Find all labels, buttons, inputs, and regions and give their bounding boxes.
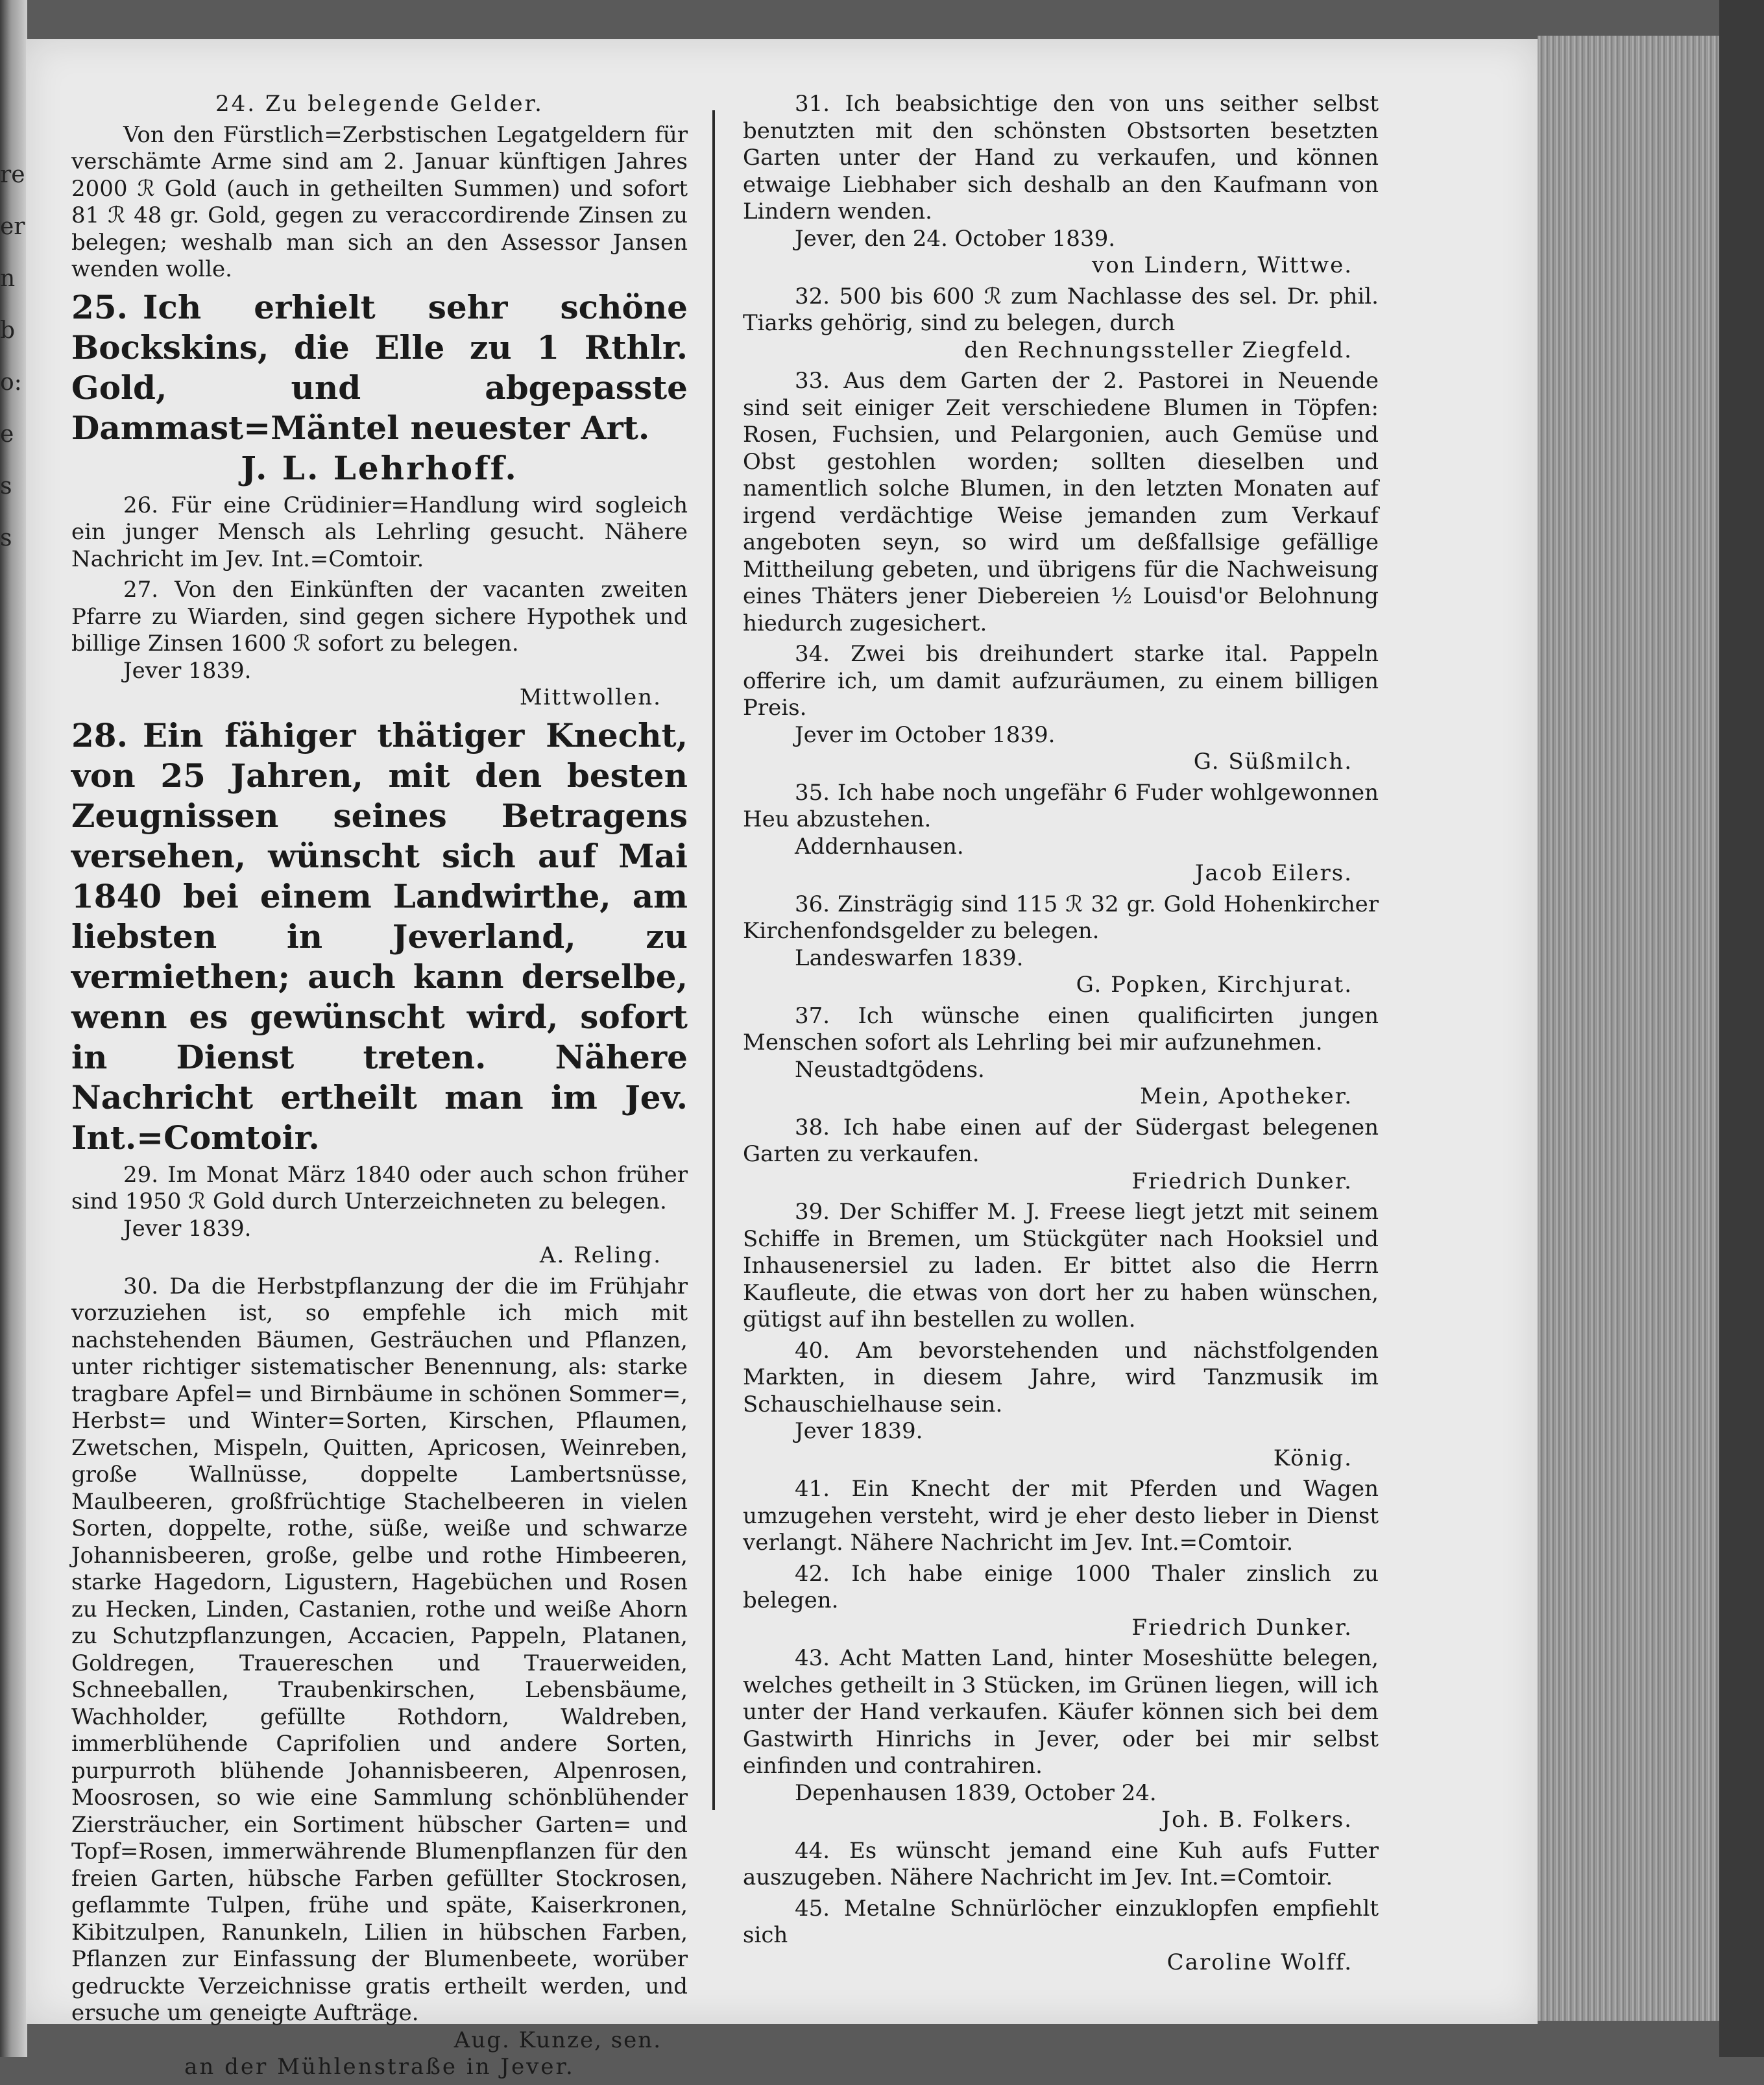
- ad-place-date: Jever im October 1839.: [795, 721, 1056, 748]
- ad-heading: 24. Zu belegende Gelder.: [215, 91, 544, 117]
- ad-26: [71, 492, 688, 573]
- margin-fragment: er: [0, 213, 25, 240]
- ad-number: 37.: [795, 1002, 858, 1029]
- ad-signature: Caroline Wolff.: [1166, 1949, 1353, 1975]
- ad-signature: König.: [1273, 1445, 1353, 1471]
- ad-place-date: Neustadtgödens.: [795, 1056, 985, 1083]
- ad-number: 41.: [795, 1476, 852, 1502]
- ad-number: 36.: [795, 891, 838, 917]
- margin-fragment: s: [0, 525, 12, 551]
- ad-44: [743, 1838, 1379, 1892]
- ad-number: 39.: [795, 1199, 840, 1225]
- ad-text: 29. Im Monat März 1840 oder auch schon früher sind 1950 ℛ Gold durch Unterzeichneten zu belegen.: [71, 1161, 688, 1214]
- ad-28: [71, 716, 688, 1158]
- left-page-margin-text: [0, 149, 26, 564]
- ad-number: 32.: [795, 283, 840, 309]
- book-cover-edge: [1719, 0, 1764, 2057]
- ad-number: 27.: [123, 577, 175, 603]
- ad-text: 42. Ich habe einige 1000 Thaler zinslich zu belegen.: [743, 1560, 1379, 1613]
- ad-signature: Mein, Apotheker.: [1140, 1083, 1353, 1109]
- ad-25: [71, 287, 688, 488]
- ad-text: 41. Ein Knecht der mit Pferden und Wagen umzugehen versteht, wird je eher desto lieber in Dienst verlangt. Nähere Nachricht im Jev. Int.=Comtoir.: [743, 1476, 1379, 1556]
- margin-fragment: b: [0, 317, 16, 344]
- ad-signature: G. Popken, Kirchjurat.: [1076, 972, 1353, 998]
- ad-text: 38. Ich habe einen auf der Südergast belegenen Garten zu verkaufen.: [743, 1114, 1379, 1167]
- ad-number: 44.: [795, 1837, 849, 1864]
- ad-place-date: Depenhausen 1839, October 24.: [795, 1779, 1157, 1806]
- ad-place-date: Jever 1839.: [795, 1418, 923, 1444]
- margin-fragment: n: [0, 265, 16, 292]
- ad-place-date: Jever 1839.: [123, 657, 252, 684]
- ad-38: [743, 1115, 1379, 1196]
- ad-signature: Mittwollen.: [519, 684, 662, 710]
- ad-number: 45.: [795, 1895, 844, 1922]
- ad-text: 40. Am bevorstehenden und nächstfolgenden Markten, in diesem Jahre, wird Tanzmusik im Schauschielhause sein.: [743, 1337, 1379, 1417]
- margin-fragment: s: [0, 473, 12, 500]
- ad-place-date: Landeswarfen 1839.: [795, 945, 1024, 971]
- margin-fragment: e: [0, 421, 14, 448]
- ad-place-date: Jever 1839.: [123, 1215, 252, 1242]
- ad-text: Von den Fürstlich=Zerbstischen Legatgeldern für verschämte Arme sind am 2. Januar künftigen Jahres 2000 ℛ Gold (auch in getheilten Summen) und sofort 81 ℛ 48 gr. Gold, gegen zu veraccordirende Zinsen zu belegen; weshalb man sich an den Assessor Jansen wenden wolle.: [71, 121, 688, 282]
- ad-number: 35.: [795, 779, 838, 806]
- ad-signature: A. Reling.: [539, 1242, 662, 1268]
- ad-34: [743, 641, 1379, 776]
- ad-signature: von Lindern, Wittwe.: [1092, 252, 1353, 278]
- ad-36: [743, 891, 1379, 999]
- margin-fragment: o:: [0, 369, 22, 396]
- ad-signature: Friedrich Dunker.: [1131, 1168, 1353, 1194]
- ad-39: [743, 1199, 1379, 1334]
- ad-number: 28.: [71, 716, 128, 754]
- ad-37: [743, 1003, 1379, 1111]
- ad-text: 32. 500 bis 600 ℛ zum Nachlasse des sel. Dr. phil. Tiarks gehörig, sind zu belegen, durch: [743, 283, 1379, 336]
- ad-41: [743, 1476, 1379, 1557]
- ad-29: [71, 1162, 688, 1270]
- right-column: [743, 91, 1379, 1980]
- ad-text: 35. Ich habe noch ungefähr 6 Fuder wohlgewonnen Heu abzustehen.: [743, 779, 1379, 832]
- ad-number: 31.: [795, 91, 845, 117]
- ad-number: 34.: [795, 641, 851, 667]
- ad-text: 26. Für eine Crüdinier=Handlung wird sogleich ein junger Mensch als Lehrling gesucht. Nähere Nachricht im Jev. Int.=Comtoir.: [71, 492, 688, 572]
- ad-43: [743, 1645, 1379, 1834]
- ad-signature: G. Süßmilch.: [1193, 749, 1353, 775]
- page-block-edges: [1538, 36, 1719, 2021]
- ad-27: [71, 577, 688, 712]
- ad-signature: Jacob Eilers.: [1194, 860, 1353, 886]
- ad-number: 38.: [795, 1114, 843, 1140]
- ad-1: [71, 122, 688, 283]
- ad-number: 42.: [795, 1560, 852, 1587]
- ad-signature: Aug. Kunze, sen.: [453, 2027, 662, 2053]
- ad-number: 26.: [123, 492, 171, 518]
- ad-40: [743, 1338, 1379, 1473]
- ad-place-date: Jever, den 24. October 1839.: [795, 225, 1116, 252]
- ad-45: [743, 1896, 1379, 1977]
- ad-31: [743, 91, 1379, 280]
- ad-text: 43. Acht Matten Land, hinter Moseshütte belegen, welches getheilt in 3 Stücken, im Grünen liegen, will ich unter der Hand verkaufen. Käufer können sich bei dem Gastwirth Hinrichs in Jever, oder bei mir selbst einfinden und contrahiren.: [743, 1645, 1379, 1779]
- ad-signature: den Rechnungssteller Ziegfeld.: [964, 337, 1353, 363]
- ad-signature: Joh. B. Folkers.: [1161, 1807, 1353, 1833]
- ad-text: 28.Ein fähiger thätiger Knecht, von 25 Jahren, mit den besten Zeugnissen seines Betragens versehen, wünscht sich auf Mai 1840 bei einem Landwirthe, am liebsten in Jeverland, zu vermiethen; auch kann derselbe, wenn es gewünscht wird, sofort in Dienst treten. Nähere Nachricht ertheilt man im Jev. Int.=Comtoir.: [71, 716, 688, 1157]
- ad-text: 36. Zinsträgig sind 115 ℛ 32 gr. Gold Hohenkircher Kirchenfondsgelder zu belegen.: [743, 891, 1379, 944]
- ad-42: [743, 1561, 1379, 1642]
- ad-text: 27. Von den Einkünften der vacanten zweiten Pfarre zu Wiarden, sind gegen sichere Hypothek und billige Zinsen 1600 ℛ sofort zu belegen.: [71, 577, 688, 657]
- ad-number: 29.: [123, 1161, 168, 1188]
- ad-text: 34. Zwei bis dreihundert starke ital. Pappeln offerire ich, um damit aufzuräumen, zu einem billigen Preis.: [743, 641, 1379, 721]
- ad-text: 44. Es wünscht jemand eine Kuh aufs Futter auszugeben. Nähere Nachricht im Jev. Int.=Comtoir.: [743, 1837, 1379, 1890]
- ad-text: 39. Der Schiffer M. J. Freese liegt jetzt mit seinem Schiffe in Bremen, um Stückgüter nach Hooksiel und Inhausenersiel zu laden. Er bittet also die Herrn Kaufleute, die etwas von dort her zu haben wünschen, gütigst auf ihn bestellen zu wollen.: [743, 1199, 1379, 1332]
- ad-text: 25.Ich erhielt sehr schöne Bockskins, die Elle zu 1 Rthlr. Gold, und abgepasste Dammast=Mäntel neuester Art.: [71, 287, 688, 447]
- ad-signature: J. L. Lehrhoff.: [241, 448, 518, 487]
- ad-signature: Friedrich Dunker.: [1131, 1614, 1353, 1641]
- margin-fragment: re: [0, 162, 25, 188]
- ad-text: 45. Metalne Schnürlöcher einzuklopfen empfiehlt sich: [743, 1895, 1379, 1948]
- ad-32: [743, 283, 1379, 365]
- ad-text: 33. Aus dem Garten der 2. Pastorei in Neuende sind seit einiger Zeit verschiedene Blumen in Töpfen: Rosen, Fuchsien, und Pelargonien, auch Gemüse und Obst gestohlen worden; sollten dieselben und namentlich solche Blumen, in den letzten Monaten auf irgend verdächtige Weise jemanden zum Verkauf angeboten seyn, so wird um deßfallsige gefällige Mittheilung gebeten, und übrigens für die Nachweisung eines Thäters jener Diebereien ½ Louisd'or Belohnung hiedurch zugesichert.: [743, 368, 1379, 636]
- ad-text: 30. Da die Herbstpflanzung der die im Frühjahr vorzuziehen ist, so empfehle ich mich mit nachstehenden Bäumen, Gesträuchen und Pflanzen, unter richtiger sistematischer Benennung, als: starke tragbare Apfel= und Birnbäume in schönen Sommer=, Herbst= und Winter=Sorten, Kirschen, Pflaumen, Zwetschen, Mispeln, Quitten, Apricosen, Weinreben, große Wallnüsse, doppelte Lambertsnüsse, Maulbeeren, großfrüchtige Stachelbeeren in vielen Sorten, doppelte, rothe, süße, weiße und schwarze Johannisbeeren, große, gelbe und rothe Himbeeren, starke Hagedorn, Ligustern, Hagebüchen und Rosen zu Hecken, Linden, Castanien, rothe und weiße Ahorn zu Schutzpflanzungen, Accacien, Pappeln, Platanen, Goldregen, Trauereschen und Trauerweiden, Schneeballen, Traubenkirschen, Lebensbäume, Wachholder, gefüllte Rothdorn, Waldreben, immerblühende Caprifolien und andere Sorten, purpurroth blühende Johannisbeeren, Alpenrosen, Moosrosen, so wie eine Sammlung schönblühender Ziersträucher, ein Sortiment hübscher Garten= und Topf=Rosen, immerwährende Blumenpflanzen für den freien Garten, hübsche Farben gefüllter Stockrosen, geflammte Tulpen, frühe und späte, Kaiserkronen, Kibitzulpen, Ranunkeln, Lilien in hübschen Farben, Pflanzen zur Einfassung der Blumenbeete, worüber gedruckte Verzeichnisse gratis ertheilt werden, und ersuche um geneigte Aufträge.: [71, 1273, 688, 2026]
- column-rule: [712, 110, 715, 1810]
- ad-35: [743, 780, 1379, 887]
- ad-number: 25.: [71, 287, 128, 326]
- ad-33: [743, 368, 1379, 637]
- ad-24: [71, 91, 688, 118]
- ad-number: 33.: [795, 368, 844, 394]
- ad-number: 43.: [795, 1645, 840, 1671]
- ad-text: 31. Ich beabsichtige den von uns seither selbst benutzten mit den schönsten Obstsorten besetzten Garten unter der Hand zu verkaufen, und können etwaige Liebhaber sich deshalb an den Kaufmann von Lindern wenden.: [743, 91, 1379, 224]
- ad-30: [71, 1273, 688, 2081]
- ad-number: 40.: [795, 1337, 856, 1364]
- ad-number: 30.: [123, 1273, 170, 1299]
- ad-signature-address: an der Mühlenstraße in Jever.: [184, 2054, 575, 2080]
- ad-place-date: Addernhausen.: [795, 833, 964, 860]
- left-column: [71, 91, 688, 2085]
- ad-text: 37. Ich wünsche einen qualificirten jungen Menschen sofort als Lehrling bei mir aufzunehmen.: [743, 1002, 1379, 1055]
